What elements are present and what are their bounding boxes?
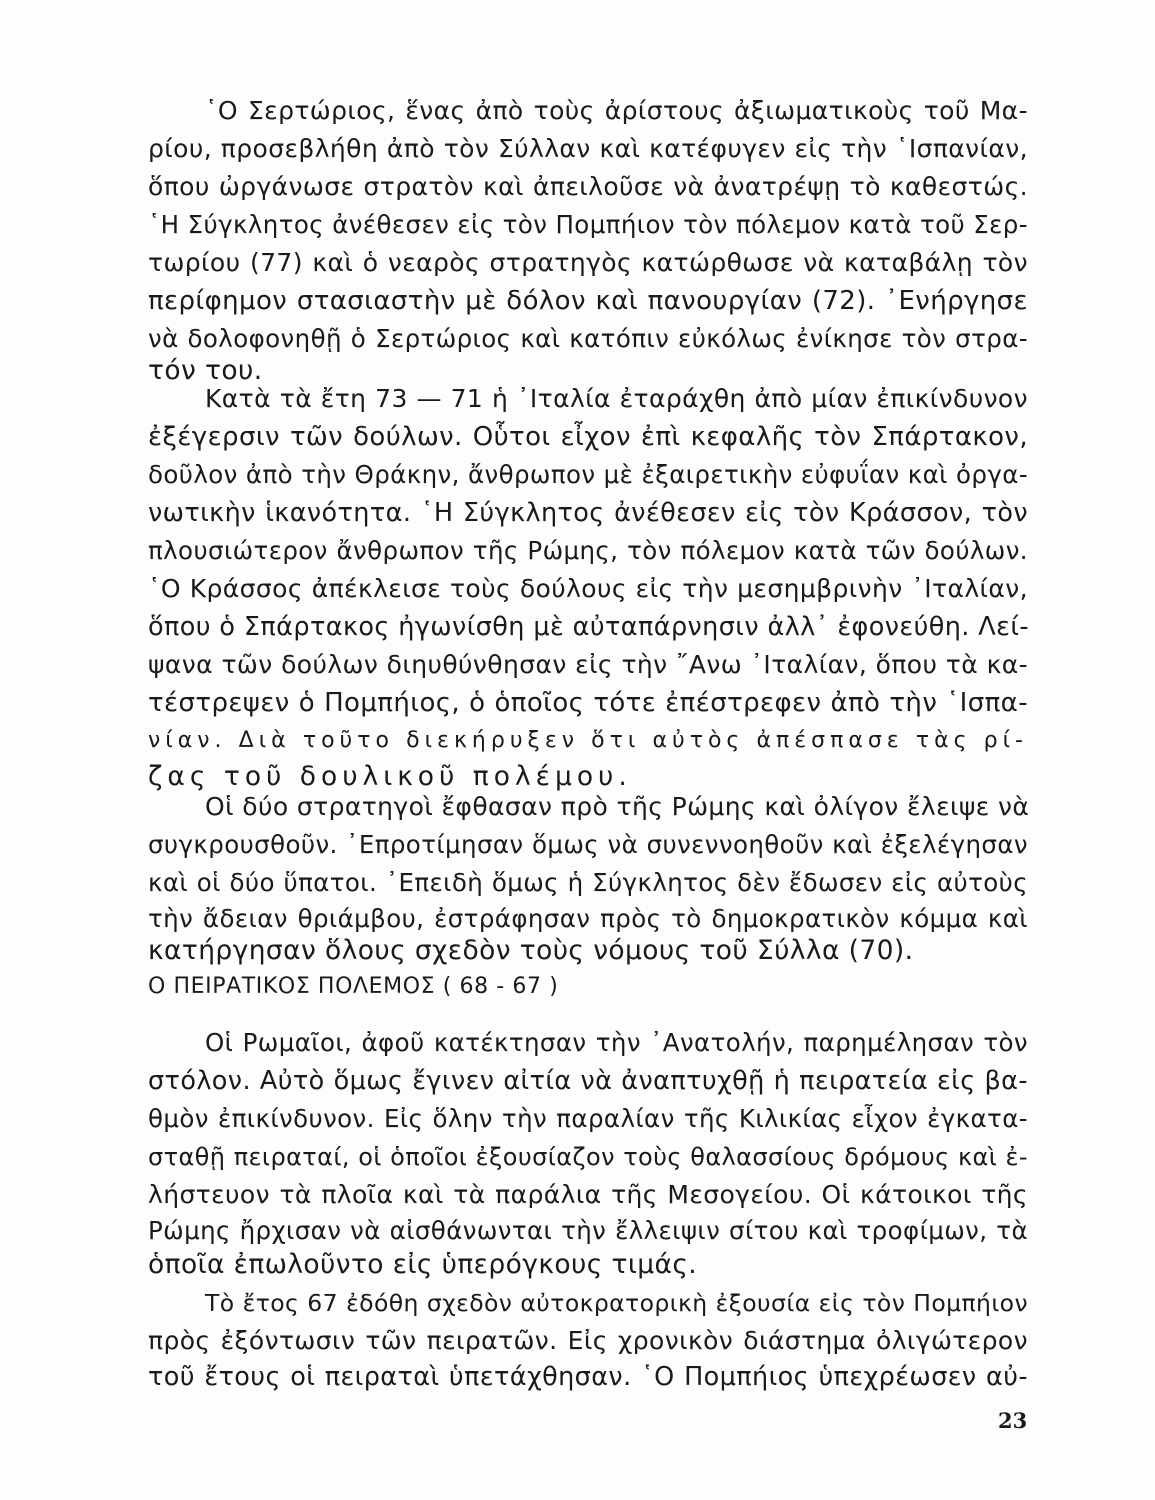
text-line: τωρίου (77) καὶ ὁ νεαρὸς στρατηγὸς κατώρθωσε νὰ καταβάλῃ τὸν [148, 248, 1028, 277]
text-line: ρίου, προσεβλήθη ἀπὸ τὸν Σύλλαν καὶ κατέφυγεν εἰς τὴν ῾Ισπανίαν, [148, 134, 1028, 163]
text-line: ὅπου ὠργάνωσε στρατὸν καὶ ἀπειλοῦσε νὰ ἀνατρέψῃ τὸ καθεστώς. [148, 172, 1028, 201]
text-line: ῾Η Σύγκλητος ἀνέθεσεν εἰς τὸν Πομπήιον τὸν πόλεμον κατὰ τοῦ Σερ- [148, 210, 1028, 239]
text-line: λήστευον τὰ πλοῖα καὶ τὰ παράλια τῆς Μεσογείου. Οἱ κάτοικοι τῆς [148, 1180, 1028, 1209]
text-line: Τὸ ἔτος 67 ἐδόθη σχεδὸν αὐτοκρατορικὴ ἐξουσία εἰς τὸν Πομπήιον [205, 1289, 1028, 1317]
text-line: Ρώμης ἤρχισαν νὰ αἰσθάνωνται τὴν ἔλλειψιν σίτου καὶ τροφίμων, τὰ [148, 1216, 1028, 1245]
text-line: θμὸν ἐπικίνδυνον. Εἰς ὅλην τὴν παραλίαν τῆς Κιλικίας εἶχον ἐγκατα- [148, 1104, 1028, 1133]
text-line: τοῦ ἔτους οἱ πειραταὶ ὑπετάχθησαν. ῾Ο Πομπήιος ὑπεχρέωσεν αὐ- [148, 1362, 1028, 1392]
text-line: τὴν ἄδειαν θριάμβου, ἐστράφησαν πρὸς τὸ δημοκρατικὸν κόμμα καὶ [148, 904, 1028, 933]
text-line: νίαν. Διὰ τοῦτο διεκήρυξεν ὅτι αὐτὸς ἀπέσπασε τὰς ρί- [148, 728, 1028, 753]
text-line: πλουσιώτερον ἄνθρωπον τῆς Ρώμης, τὸν πόλεμον κατὰ τῶν δούλων. [148, 536, 1028, 565]
text-line: Οἱ Ρωμαῖοι, ἀφοῦ κατέκτησαν τὴν ᾿Ανατολήν, παρημέλησαν τὸν [205, 1028, 1028, 1057]
text-line: κατήργησαν ὅλους σχεδὸν τοὺς νόμους τοῦ Σύλλα (70). [148, 935, 914, 966]
text-line: ῾Ο Κράσσος ἀπέκλεισε τοὺς δούλους εἰς τὴν μεσημβρινὴν ᾿Ιταλίαν, [148, 574, 1028, 603]
page-number: 23 [998, 1408, 1028, 1433]
text-line: νὰ δολοφονηθῇ ὁ Σερτώριος καὶ κατόπιν εὐκόλως ἐνίκησε τὸν στρα- [148, 324, 1028, 353]
text-line: ἐξέγερσιν τῶν δούλων. Οὗτοι εἶχον ἐπὶ κεφαλῆς τὸν Σπάρτακον, [148, 422, 1028, 452]
text-line: νωτικὴν ἱκανότητα. ῾Η Σύγκλητος ἀνέθεσεν εἰς τὸν Κράσσον, τὸν [148, 498, 1028, 528]
text-line: Κατὰ τὰ ἔτη 73 — 71 ἡ ᾿Ιταλία ἐταράχθη ἀπὸ μίαν ἐπικίνδυνον [205, 384, 1028, 413]
text-line: καὶ οἱ δύο ὕπατοι. ᾿Επειδὴ ὅμως ἡ Σύγκλητος δὲν ἔδωσεν εἰς αὐτοὺς [148, 868, 1028, 897]
text-line: ζας τοῦ δουλικοῦ πολέμου. [148, 761, 632, 792]
section-heading: Ο ΠΕΙΡΑΤΙΚΟΣ ΠΟΛΕΜΟΣ ( 68 - 67 ) [148, 974, 559, 999]
text-line: τέστρεψεν ὁ Πομπήιος, ὁ ὁποῖος τότε ἐπέστρεφεν ἀπὸ τὴν ῾Ισπα- [148, 688, 1028, 718]
text-line: ῾Ο Σερτώριος, ἕνας ἀπὸ τοὺς ἀρίστους ἀξιωματικοὺς τοῦ Μα- [205, 96, 1028, 125]
text-line: Οἱ δύο στρατηγοὶ ἔφθασαν πρὸ τῆς Ρώμης καὶ ὀλίγον ἔλειψε νὰ [205, 792, 1030, 821]
text-line: συγκρουσθοῦν. ᾿Επροτίμησαν ὅμως νὰ συνεννοηθοῦν καὶ ἐξελέγησαν [148, 830, 1028, 859]
text-line: τόν του. [148, 355, 263, 386]
text-line: περίφημον στασιαστὴν μὲ δόλον καὶ πανουργίαν (72). ᾿Ενήργησε [148, 286, 1028, 316]
text-line: ὁποῖα ἐπωλοῦντο εἰς ὑπερόγκους τιμάς. [148, 1249, 698, 1280]
text-line: στόλον. Αὐτὸ ὅμως ἔγινεν αἰτία νὰ ἀναπτυχθῇ ἡ πειρατεία εἰς βα- [148, 1066, 1028, 1096]
text-line: ψανα τῶν δούλων διηυθύνθησαν εἰς τὴν ῎Ανω ᾿Ιταλίαν, ὅπου τὰ κα- [148, 650, 1028, 679]
text-line: σταθῇ πειραταί, οἱ ὁποῖοι ἐξουσίαζον τοὺς θαλασσίους δρόμους καὶ ἐ- [148, 1143, 1028, 1171]
text-line: δοῦλον ἀπὸ τὴν Θράκην, ἄνθρωπον μὲ ἐξαιρετικὴν εὐφυΐαν καὶ ὀργα- [148, 460, 1029, 489]
text-line: πρὸς ἐξόντωσιν τῶν πειρατῶν. Εἰς χρονικὸν διάστημα ὀλιγώτερον [148, 1326, 1028, 1355]
text-line: ὅπου ὁ Σπάρτακος ἠγωνίσθη μὲ αὐταπάρνησιν ἀλλ᾿ ἐφονεύθη. Λεί- [148, 612, 1029, 642]
